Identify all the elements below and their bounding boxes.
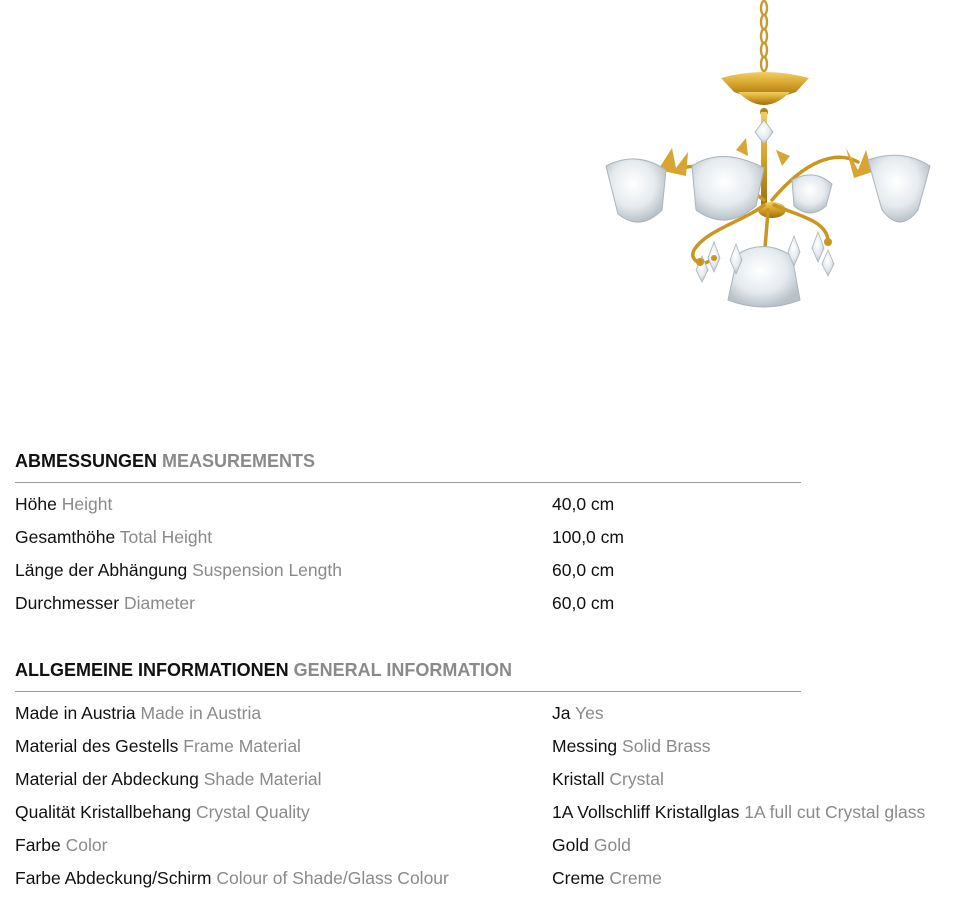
- spec-value: [552, 768, 664, 790]
- measurements-section: [15, 450, 801, 625]
- heading-de: ABMESSUNGEN: [15, 451, 158, 471]
- heading-en: GENERAL INFORMATION: [293, 660, 513, 680]
- chain: [761, 1, 767, 71]
- heading-en: MEASUREMENTS: [162, 451, 316, 471]
- spec-value: 40,0 cm: [552, 494, 615, 514]
- spec-row-made-in-austria: [15, 702, 801, 735]
- label-de: Farbe: [15, 835, 61, 855]
- label-en: Crystal Quality: [195, 802, 310, 822]
- spec-label: [15, 867, 449, 889]
- label-de: Made in Austria: [15, 703, 136, 723]
- value-en: Solid Brass: [622, 736, 711, 756]
- label-de: Material des Gestells: [15, 736, 179, 756]
- label-en: Frame Material: [183, 736, 301, 756]
- label-de: Material der Abdeckung: [15, 769, 199, 789]
- label-en: Colour of Shade/Glass Colour: [216, 868, 449, 888]
- spec-label: [15, 526, 212, 548]
- general-info-list: [15, 702, 926, 900]
- spec-row-height: [15, 493, 801, 526]
- label-en: Color: [65, 835, 108, 855]
- label-de: Qualität Kristallbehang: [15, 802, 192, 822]
- spec-value: 60,0 cm: [552, 593, 615, 613]
- value-de: Messing: [552, 736, 618, 756]
- label-en: Made in Austria: [140, 703, 262, 723]
- section-heading: [15, 659, 801, 692]
- general-information-section: [15, 659, 926, 900]
- value-de: Creme: [552, 868, 605, 888]
- value-en: Crystal: [609, 769, 664, 789]
- measurements-list: [15, 493, 801, 625]
- spec-label: [15, 702, 261, 724]
- value-en: Gold: [593, 835, 631, 855]
- spec-label: [15, 834, 107, 856]
- label-en: Suspension Length: [192, 560, 342, 580]
- spec-row-crystal-quality: [15, 801, 926, 834]
- value-en: Creme: [609, 868, 662, 888]
- label-en: Shade Material: [203, 769, 322, 789]
- value-de: 1A Vollschliff Kristallglas: [552, 802, 740, 822]
- spec-row-suspension-length: [15, 559, 801, 592]
- spec-row-shade-color: [15, 867, 801, 900]
- label-en: Height: [61, 494, 113, 514]
- label-de: Gesamthöhe: [15, 527, 116, 547]
- spec-value: [552, 867, 662, 889]
- spec-label: [15, 493, 112, 515]
- label-de: Farbe Abdeckung/Schirm: [15, 868, 212, 888]
- spec-label: [15, 768, 321, 790]
- label-de: Länge der Abhängung: [15, 560, 188, 580]
- chandelier-product-image: [596, 0, 941, 312]
- value-en: 1A full cut Crystal glass: [744, 802, 926, 822]
- spec-row-diameter: [15, 592, 801, 625]
- spec-label: [15, 735, 301, 757]
- value-de: Ja: [552, 703, 571, 723]
- value-en: Yes: [575, 703, 604, 723]
- spec-label: [15, 559, 342, 581]
- spec-value: 100,0 cm: [552, 527, 624, 547]
- label-en: Total Height: [119, 527, 213, 547]
- spec-value: [552, 735, 711, 757]
- spec-row-frame-material: [15, 735, 801, 768]
- spec-value: [552, 702, 604, 724]
- spec-label: [15, 592, 195, 614]
- spec-row-color: [15, 834, 801, 867]
- spec-row-total-height: [15, 526, 801, 559]
- label-en: Diameter: [123, 593, 195, 613]
- spec-value: [552, 834, 631, 856]
- section-heading: [15, 450, 801, 483]
- spec-row-shade-material: [15, 768, 801, 801]
- spec-value: 60,0 cm: [552, 560, 615, 580]
- label-de: Höhe: [15, 494, 57, 514]
- spec-value: [552, 801, 925, 823]
- heading-de: ALLGEMEINE INFORMATIONEN: [15, 660, 289, 680]
- value-de: Gold: [552, 835, 589, 855]
- spec-label: [15, 801, 310, 823]
- label-de: Durchmesser: [15, 593, 120, 613]
- value-de: Kristall: [552, 769, 605, 789]
